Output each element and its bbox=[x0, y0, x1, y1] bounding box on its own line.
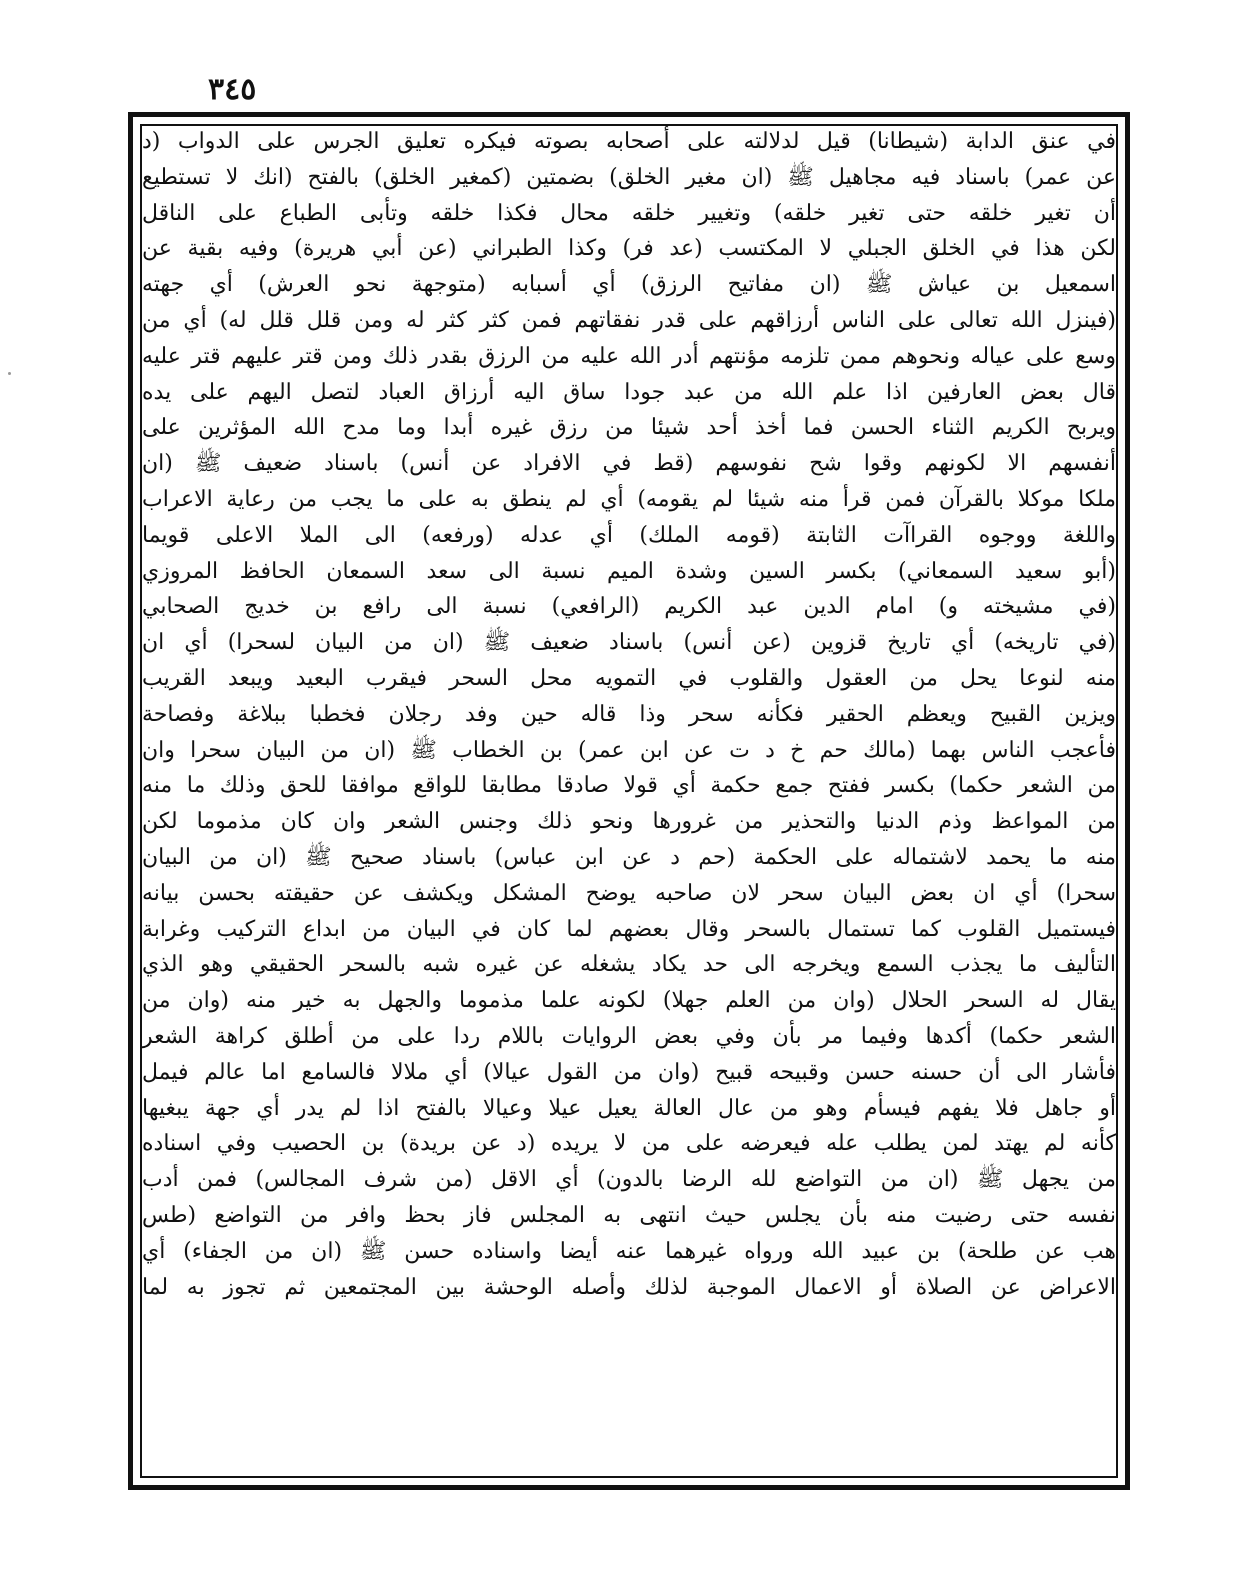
text-line: من يجهل ﷺ (ان من التواضع لله الرضا بالدون) أي الاقل (من شرف المجالس) فمن أدب bbox=[142, 1167, 1116, 1193]
text-line: وسع على عياله ونحوهم ممن تلزمه مؤنتهم أدر الله عليه من الرزق بقدر ذلك ومن قتر عليهم قتر عليه bbox=[142, 343, 1116, 369]
text-line: ملكا موكلا بالقرآن فمن قرأ منه شيئا لم يقومه) أي لم ينطق به على ما يجب من رعاية الاعراب bbox=[142, 486, 1116, 512]
page-number: ٣٤٥ bbox=[208, 72, 257, 107]
text-line: الاعراض عن الصلاة أو الاعمال الموجبة لذلك وأصله الوحشة بين المجتمعين ثم تجوز به لما bbox=[142, 1274, 1116, 1300]
text-line: لكن هذا في الخلق الجبلي لا المكتسب (عد فر) وكذا الطبراني (عن أبي هريرة) وفيه بقية عن bbox=[142, 236, 1116, 262]
text-line: في عنق الدابة (شيطانا) قيل لدلالته على أصحابه بصوته فيكره تعليق الجرس على الدواب (د bbox=[142, 129, 1116, 154]
margin-mark bbox=[8, 372, 11, 375]
text-line: (فينزل الله تعالى على الناس أرزاقهم على قدر نفقاتهم فمن كثر كثر له ومن قلل قلل له) أي من bbox=[142, 307, 1116, 333]
text-line: واللغة ووجوه القراآت الثابتة (قومه الملك) أي عدله (ورفعه) الى الملا الاعلى قويما bbox=[142, 522, 1116, 548]
text-line: (في مشيخته و) امام الدين عبد الكريم (الرافعي) نسبة الى رافع بن خديج الصحابي bbox=[142, 594, 1116, 620]
text-line: (في تاريخه) أي تاريخ قزوين (عن أنس) باسناد ضعيف ﷺ (ان من البيان لسحرا) أي ان bbox=[142, 630, 1116, 656]
text-line: فأشار الى أن حسنه حسن وقبيحه قبيح (وان من القول عيالا) أي ملالا فالسامع اما عالم فيمل bbox=[142, 1059, 1116, 1085]
main-text bbox=[142, 124, 1116, 1484]
text-line: الشعر حكما) أكدها وفيما مر بأن وفي بعض الروايات باللام ردا على من أطلق كراهة الشعر bbox=[142, 1023, 1116, 1049]
text-line: التأليف ما يجذب السمع ويخرجه الى حد يكاد يشغله عن غيره شبه بالسحر الحقيقي وهو الذي bbox=[142, 952, 1116, 978]
text-line: ويزين القبيح ويعظم الحقير فكأنه سحر وذا قاله حين وفد رجلان فخطبا ببلاغة وفصاحة bbox=[142, 701, 1116, 727]
text-line: قال بعض العارفين اذا علم الله من عبد جودا ساق اليه أرزاق العباد لتصل اليهم على يده bbox=[142, 379, 1116, 405]
text-line: هب عن طلحة) بن عبيد الله ورواه غيرهما عنه أيضا واسناده حسن ﷺ (ان من الجفاء) أي bbox=[142, 1238, 1116, 1264]
text-line: أن تغير خلقه حتى تغير خلقه) وتغيير خلقه محال فكذا خلقه وتأبى الطباع على الناقل bbox=[142, 200, 1116, 226]
text-line: كأنه لم يهتد لمن يطلب عله فيعرضه على من لا يريده (د عن بريدة) بن الحصيب وفي اسناده bbox=[142, 1131, 1116, 1157]
text-line: من المواعظ وذم الدنيا والتحذير من غرورها ونحو ذلك وجنس الشعر وان كان مذموما لكن bbox=[142, 809, 1116, 835]
text-line: من الشعر حكما) بكسر ففتح جمع حكمة أي قولا صادقا مطابقا للواقع موافقا للحق وذلك ما منه bbox=[142, 773, 1116, 799]
text-line: سحرا) أي ان بعض البيان سحر لان صاحبه يوضح المشكل ويكشف عن حقيقته بحسن بيانه bbox=[142, 880, 1116, 906]
text-line: أو جاهل فلا يفهم فيسأم وهو من عال العالة يعيل عيلا وعيالا بالفتح اذا لم يدر أي جهة يبغيها bbox=[142, 1095, 1116, 1121]
text-line: اسمعيل بن عياش ﷺ (ان مفاتيح الرزق) أي أسبابه (متوجهة نحو العرش) أي جهته bbox=[142, 272, 1116, 298]
text-line: أنفسهم الا لكونهم وقوا شح نفوسهم (قط في الافراد عن أنس) باسناد ضعيف ﷺ (ان bbox=[142, 451, 1116, 477]
text-line: (أبو سعيد السمعاني) بكسر السين وشدة الميم نسبة الى سعد السمعان الحافظ المروزي bbox=[142, 558, 1116, 584]
text-line: فأعجب الناس بهما (مالك حم خ د ت عن ابن عمر) بن الخطاب ﷺ (ان من البيان سحرا وان bbox=[142, 737, 1116, 763]
text-line: منه ما يحمد لاشتماله على الحكمة (حم د عن ابن عباس) باسناد صحيح ﷺ (ان من البيان bbox=[142, 844, 1116, 870]
text-line: عن عمر) باسناد فيه مجاهيل ﷺ (ان مغير الخلق) بضمتين (كمغير الخلق) بالفتح (انك لا تستطيع bbox=[142, 164, 1116, 190]
text-line: يقال له السحر الحلال (وان من العلم جهلا) لكونه علما مذموما والجهل به خير منه (وان من bbox=[142, 988, 1116, 1014]
text-line: نفسه حتى رضيت منه بأن يجلس حيث انتهى به المجلس فاز بحظ وافر من التواضع (طس bbox=[142, 1202, 1116, 1228]
text-line: ويربح الكريم الثناء الحسن فما أخذ أحد شيئا من رزق غيره أبدا وما مدح الله المؤثرين على bbox=[142, 415, 1116, 441]
text-line: منه لنوعا يحل من العقول والقلوب في التمويه محل السحر فيقرب البعيد ويبعد القريب bbox=[142, 665, 1116, 691]
text-line: فيستميل القلوب كما تستمال بالسحر وقال بعضهم لما كان في البيان من ابداع التركيب وغرابة bbox=[142, 916, 1116, 942]
